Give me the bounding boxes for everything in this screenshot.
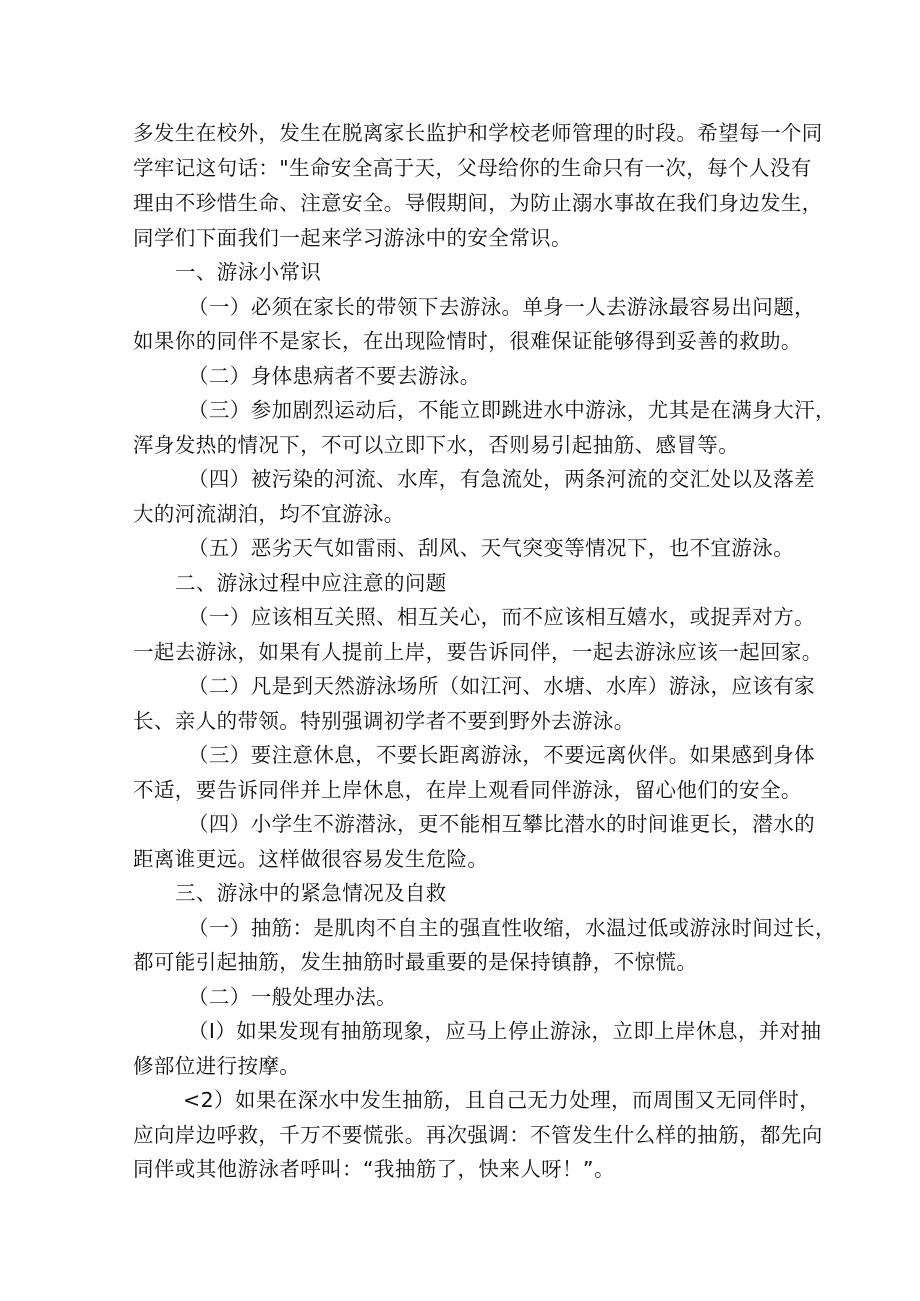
text-line: （四）小学生不游潜泳，更不能相互攀比潜水的时间谁更长，潜水的 bbox=[188, 812, 815, 836]
text-line: 学牢记这句话："生命安全高于天，父母给你的生命只有一次，每个人没有 bbox=[133, 156, 812, 180]
text-line: 多发生在校外，发生在脱离家长监护和学校老师管理的时段。希望每一个同 bbox=[133, 121, 823, 145]
text-line: 都可能引起抽筋，发生抽筋时最重要的是保持镇静，不惊慌。 bbox=[133, 950, 698, 974]
text-line: （三）要注意休息，不要长距离游泳，不要远离伙伴。如果感到身体 bbox=[188, 743, 815, 767]
section-heading: 三、游泳中的紧急情况及自救 bbox=[175, 881, 447, 905]
text-line: （二）身体患病者不要去游泳。 bbox=[188, 364, 481, 388]
text-line: 如果你的同伴不是家长，在出现险情时，很难保证能够得到妥善的救助。 bbox=[133, 329, 802, 353]
section-heading: 二、游泳过程中应注意的问题 bbox=[175, 571, 447, 595]
text-line: 理由不珍惜生命、注意安全。导假期间，为防止溺水事故在我们身边发生， bbox=[133, 191, 823, 215]
text-line: 修部位进行按摩。 bbox=[133, 1054, 301, 1078]
text-line: 长、亲人的带领。特别强调初学者不要到野外去游泳。 bbox=[133, 709, 635, 733]
text-line: （一）抽筋：是肌肉不自主的强直性收缩，水温过低或游泳时间过长， bbox=[188, 916, 836, 940]
text-line: <2）如果在深水中发生抽筋，且自己无力处理，而周围又无同伴时， bbox=[183, 1088, 821, 1112]
text-line: （四）被污染的河流、水库，有急流处，两条河流的交汇处以及落差 bbox=[188, 467, 815, 491]
text-line: 距离谁更远。这样做很容易发生危险。 bbox=[133, 847, 489, 871]
text-line: 应向岸边呼救，千万不要慌张。再次强调：不管发生什么样的抽筋，都先向 bbox=[133, 1123, 823, 1147]
text-line: 同学们下面我们一起来学习游泳中的安全常识。 bbox=[133, 226, 572, 250]
text-line: （二）凡是到天然游泳场所（如江河、水塘、水库）游泳，应该有家 bbox=[188, 674, 815, 698]
text-line: （三）参加剧烈运动后，不能立即跳进水中游泳，尤其是在满身大汗， bbox=[188, 398, 836, 422]
text-line: 大的河流湖泊，均不宜游泳。 bbox=[133, 502, 405, 526]
section-heading: 一、游泳小常识 bbox=[175, 260, 322, 284]
text-line: （二）一般处理办法。 bbox=[188, 985, 397, 1009]
text-line: （I）如果发现有抽筋现象，应马上停止游泳，立即上岸休息，并对抽 bbox=[188, 1019, 822, 1043]
text-line: （五）恶劣天气如雷雨、刮风、天气突变等情况下，也不宜游泳。 bbox=[188, 536, 795, 560]
text-line: 同伴或其他游泳者呼叫：“我抽筋了，快来人呀！”。 bbox=[133, 1157, 615, 1181]
text-line: （一）必须在家长的带领下去游泳。单身一人去游泳最容易出问题， bbox=[188, 295, 815, 319]
text-line: 不适，要告诉同伴并上岸休息，在岸上观看同伴游泳，留心他们的安全。 bbox=[133, 778, 802, 802]
text-line: （一）应该相互关照、相互关心，而不应该相互嬉水，或捉弄对方。 bbox=[188, 605, 815, 629]
text-line: 一起去游泳，如果有人提前上岸，要告诉同伴，一起去游泳应该一起回家。 bbox=[133, 640, 823, 664]
text-line: 浑身发热的情况下，不可以立即下水，否则易引起抽筋、感冒等。 bbox=[133, 433, 740, 457]
